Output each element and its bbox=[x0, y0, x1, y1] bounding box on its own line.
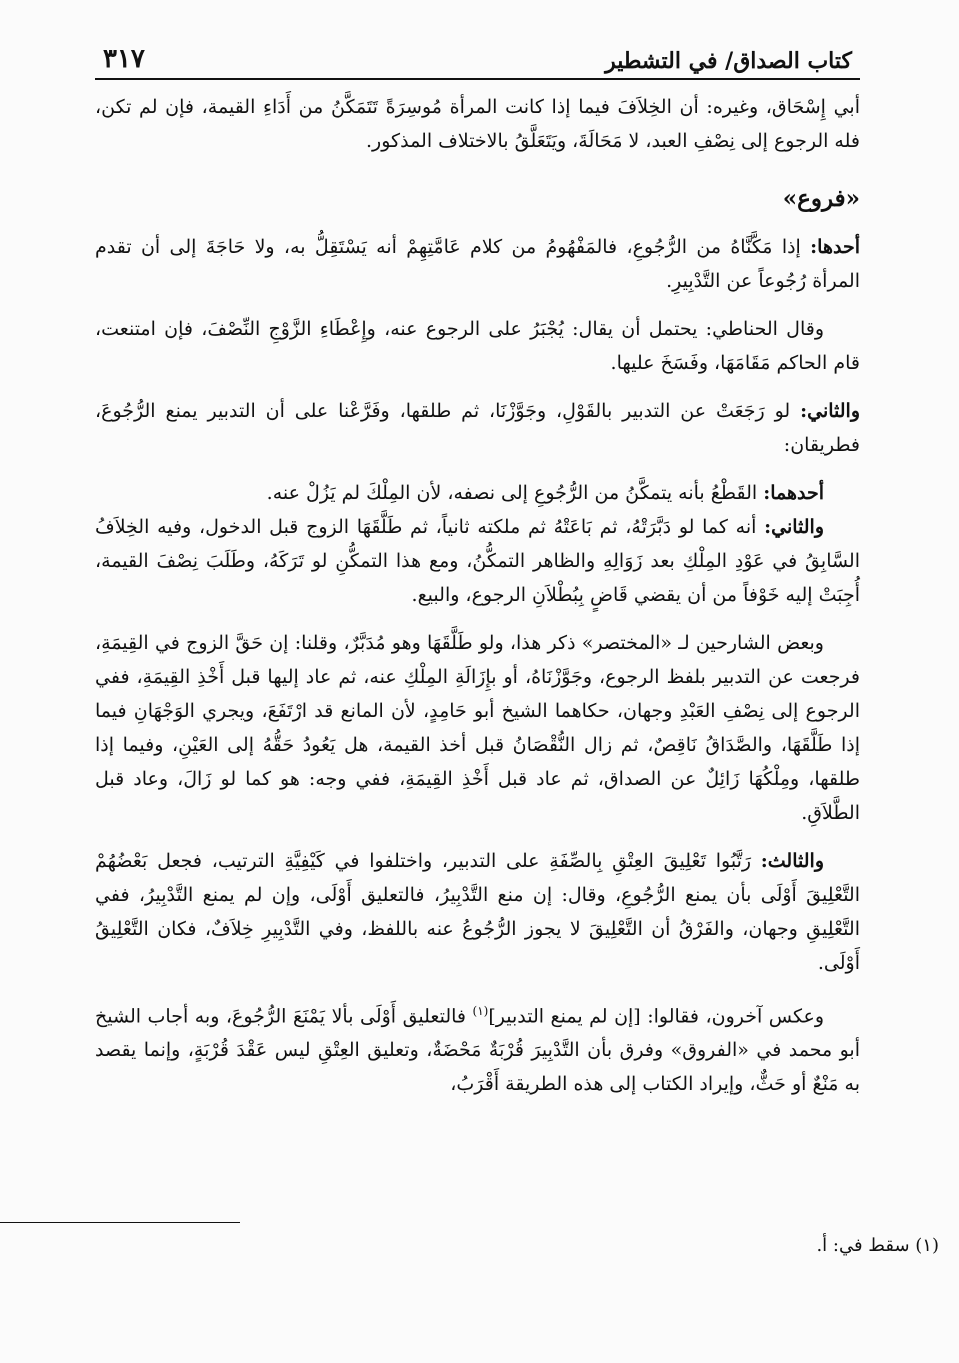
paragraph-lead: أحدهما: bbox=[763, 482, 824, 504]
page bbox=[95, 30, 860, 1101]
paragraph-lead: والثاني: bbox=[800, 400, 860, 422]
paragraph-3: والثاني: لو رَجَعَتْ عن التدبير بالقَوْلِ، وجَوَّزْنَا، ثم طلقها، وفَرَّعْنا على أن التدبير يمنع الرُّجُوعَ، فطريقان: bbox=[95, 400, 860, 456]
header-rule bbox=[95, 78, 860, 80]
paragraph-8: وعكس آخرون، فقالوا: [إن لم يمنع التدبير]$^{(١)}$ فالتعليق أَوْلَى بألا يَمْنَعَ الرُّجُوعَ، وبه أجاب الشيخ أبو محمد في «الفروق» وفرق بأن التَّدْبِيرَ قُرْبَةٌ مَحْضَةٌ، وتعليق العِتْقِ ليس عَقْدَ قُرْبَةٍ، وإنما يقصد به مَنْعٌ أو حَثٌّ، وإيراد الكتاب إلى هذه الطريقة أَقْرَبُ، bbox=[95, 1004, 860, 1096]
footnote: (١) سقط في: أ. bbox=[816, 1235, 939, 1256]
paragraph-lead: والثاني: bbox=[764, 516, 824, 538]
running-title: كتاب الصداق/ في التشطير bbox=[605, 48, 852, 74]
footnote-rule bbox=[0, 1222, 240, 1223]
paragraph-lead: والثالث: bbox=[760, 850, 824, 872]
paragraph-lead: أحدها: bbox=[810, 236, 860, 258]
main-text bbox=[95, 90, 860, 1101]
intro-paragraph: أبي إِسْحَاق، وغيره: أن الخِلاَفَ فيما إذا كانت المرأة مُوسِرَةً تَتَمَكَّنُ من أَدَاءِ القيمة، فإن لم تكن، فله الرجوع إلى نِصْفِ العبد، لا مَحَالَةَ، ويَتَعَلَّقُ بالاختلاف المذكور. bbox=[95, 96, 860, 152]
page-header bbox=[95, 30, 860, 74]
paragraph-4: أحدهما: القَطْعُ بأنه يتمكَّنُ من الرُّجُوعِ إلى نصفه، لأن المِلْكَ لم يَزُلْ عنه. bbox=[266, 482, 824, 504]
paragraph-6: وبعض الشارحين لـ «المختصر» ذكر هذا، ولو طَلَّقَهَا وهو مُدَبَّرٌ، وقلنا: إن حَقَّ الزوج في القِيمَةِ، فرجعت عن التدبير بلفظ الرجوع، وجَوَّزْنَاهُ، أو بإِزَالَةِ المِلْكِ عنه، ثم عاد إليها قبل أَخْذِ القِيمَةِ، ففي الرجوع إلى نِصْفِ العَبْدِ وجهان، حكاهما الشيخ أبو حَامِدٍ، لأن المانع قد ارْتَفَعَ، ويجري الوَجْهَانِ فيما إذا طَلَّقَهَا، والصَّدَاقُ نَاقِصٌ، ثم زال النُّقْصَانُ قبل أخذ القيمة، هل يَعُودُ حَقُّهُ إلى العَيْنِ، وفيما إذا طلقها، ومِلْكُهَا زَائِلٌ عن الصداق، ثم عاد قبل أَخْذِ القِيمَةِ، ففي وجه: هو كما لو زَالَ، وعاد قبل الطَّلاَقِ. bbox=[95, 632, 860, 824]
footnote-marker: (١) bbox=[472, 1004, 489, 1018]
section-heading: «فروع» bbox=[782, 185, 860, 212]
paragraph-5: والثاني: أنه كما لو دَبَّرَتْهُ، ثم بَاعَتْهُ ثم ملكته ثانياً، ثم طَلَّقَهَا الزوج قبل الدخول، وفيه الخِلاَفُ السَّابِقُ في عَوْدِ المِلْكِ بعد زَوَالِهِ والظاهر التمكُّنُ، ومع هذا التمكُّنِ لو تَرَكَهُ، وطَلَبَ نِصْفَ القيمة، أُجِبَتْ إليه خَوْفاً من أن يقضي قَاضٍ بِبُطْلاَنِ الرجوع، والبيع. bbox=[95, 516, 860, 606]
paragraph-2: وقال الحناطي: يحتمل أن يقال: يُجْبَرُ على الرجوع عنه، وإِعْطَاءِ الزَّوْجِ النِّصْفَ، فإن امتنعت، قام الحاكم مَقَامَهَا، وفَسَخَ عليها. bbox=[95, 318, 860, 374]
paragraph-1: أحدها: إذا مَكَّنَّاهُ من الرُّجُوعِ، فالمَفْهُومُ من كلام عَامَّتِهِمْ أنه يَسْتَقِلُّ به، ولا حَاجَةَ إلى أن تقدم المرأة رُجُوعاً عن التَّدْبِيرِ. bbox=[95, 236, 860, 292]
page-number: ٣١٧ bbox=[103, 44, 145, 74]
paragraph-7: والثالث: رَتَّبُوا تَعْلِيقَ العِتْقِ بِالصِّفَةِ على التدبير، واختلفوا في كَيْفِيَّةِ الترتيب، فجعل بَعْضُهُمْ التَّعْلِيقَ أَوْلَى بأن يمنع الرُّجُوعِ، وقال: إن منع التَّدْبِيرُ، فالتعليق أَوْلَى، وإن لم يمنع التَّدْبِيرُ، ففي التَّعْلِيقِ وجهان، والفَرْقُ أن التَّعْلِيقَ لا يجوز الرُّجُوعُ عنه باللفظ، وفي التَّدْبِيرِ خِلاَفٌ، فكان التَّعْلِيقُ أَوْلَى. bbox=[95, 850, 860, 974]
